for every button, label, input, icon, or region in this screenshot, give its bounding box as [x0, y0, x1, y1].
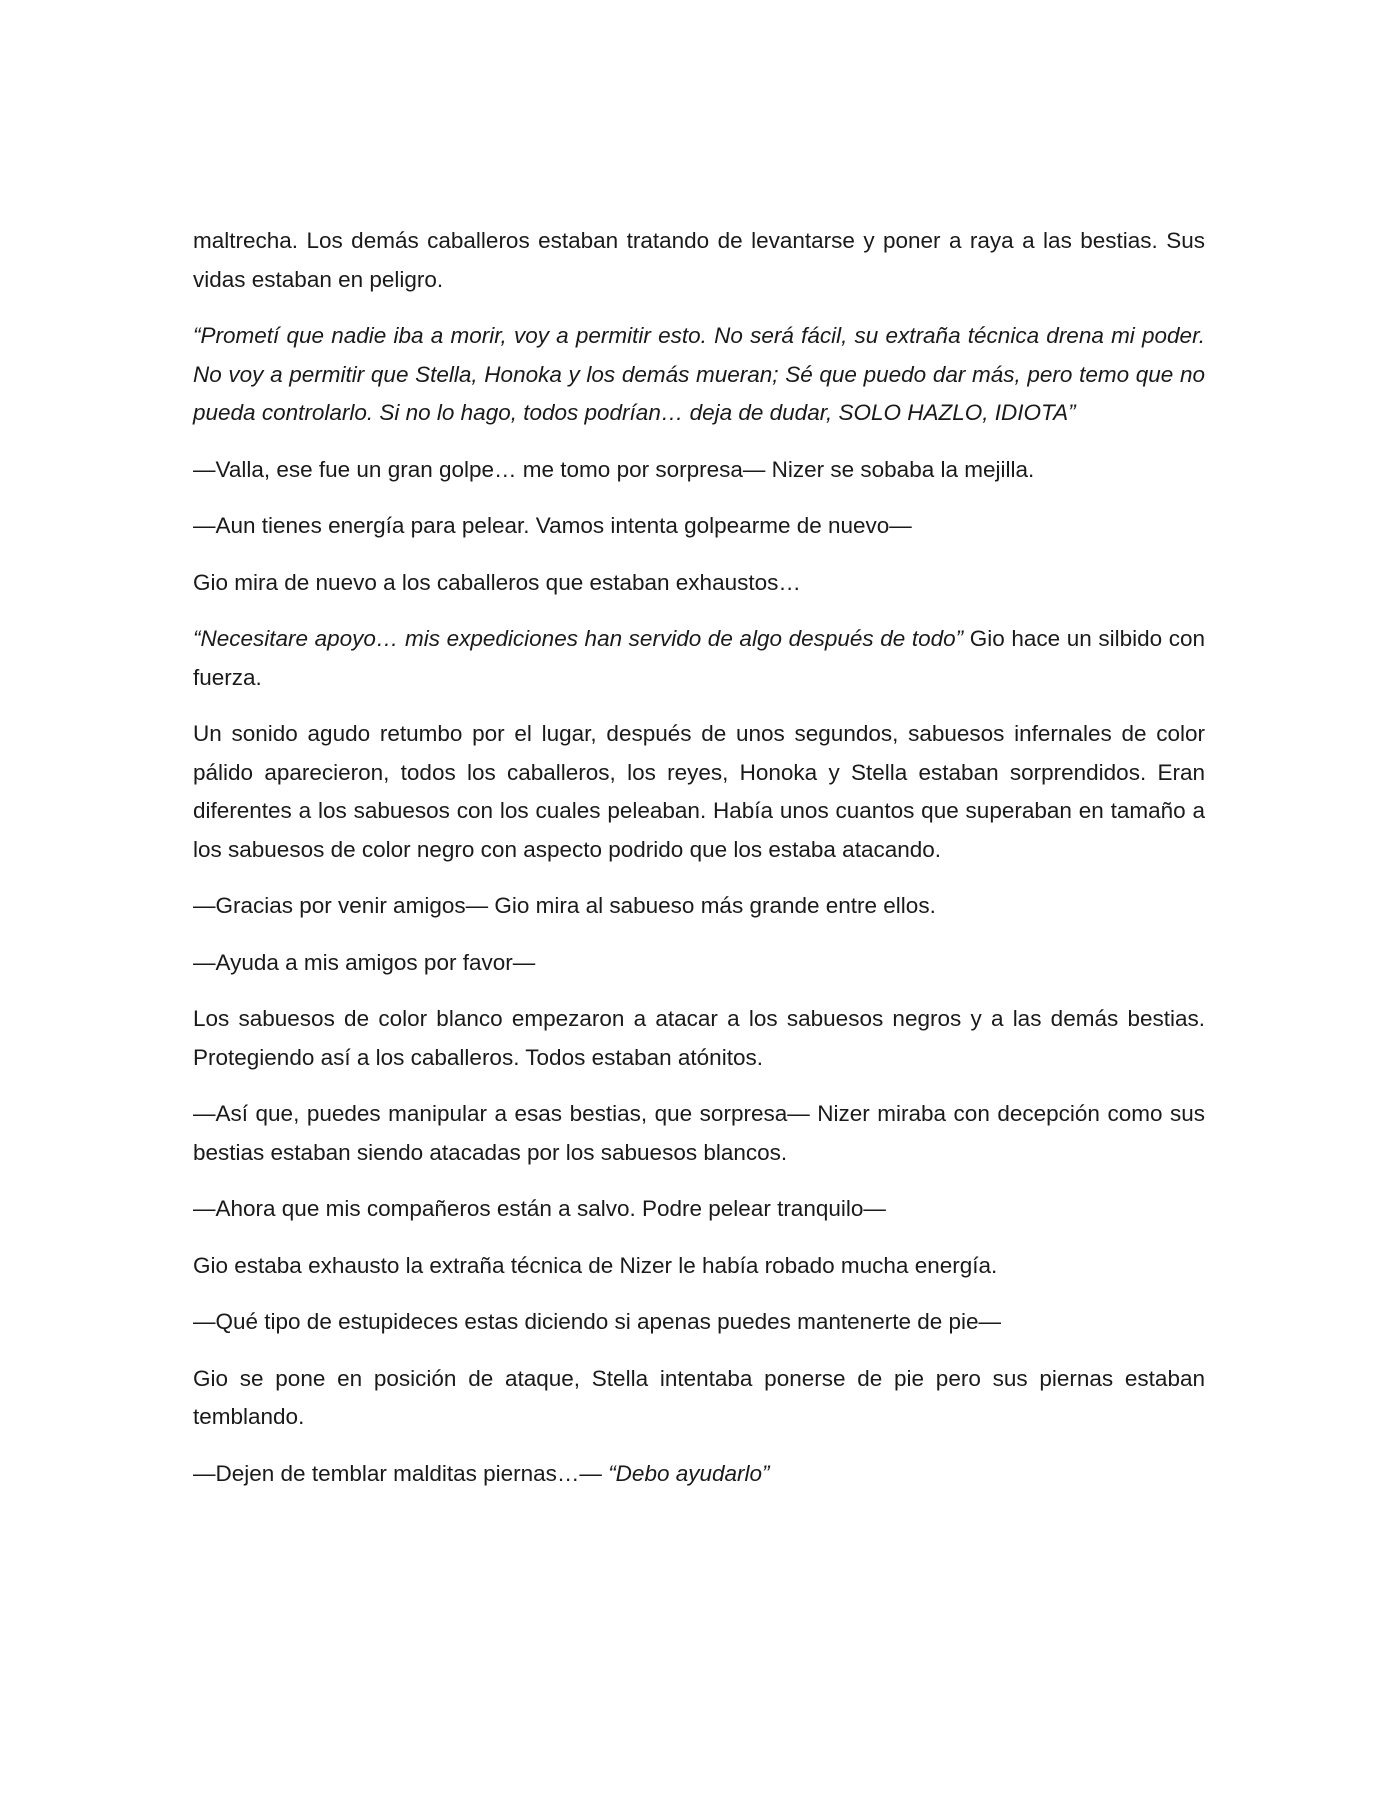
- body-text: —Valla, ese fue un gran golpe… me tomo por sorpresa— Nizer se sobaba la mejilla.: [193, 456, 1035, 482]
- paragraph: [193, 507, 1205, 546]
- paragraph: [193, 1190, 1205, 1229]
- italic-text: “Prometí que nadie iba a morir, voy a permitir esto. No será fácil, su extraña técnica drena mi poder. No voy a permitir que Stella, Honoka y los demás mueran; Sé que puedo dar más, pero temo que no pueda controlarlo. Si no lo hago, todos podrían… deja de dudar, SOLO HAZLO, IDIOTA”: [193, 323, 1205, 425]
- italic-text: “Debo ayudarlo”: [608, 1460, 770, 1486]
- body-text: Los sabuesos de color blanco empezaron a atacar a los sabuesos negros y a las demás bestias. Protegiendo así a los caballeros. Todos estaban atónitos.: [193, 1006, 1205, 1070]
- paragraph: [193, 887, 1205, 926]
- document-body: [193, 222, 1205, 1511]
- body-text: Gio mira de nuevo a los caballeros que estaban exhaustos…: [193, 569, 801, 595]
- paragraph: [193, 715, 1205, 869]
- body-text: —Ayuda a mis amigos por favor—: [193, 949, 536, 975]
- body-text: —Ahora que mis compañeros están a salvo. Podre pelear tranquilo—: [193, 1196, 886, 1221]
- paragraph: [193, 1455, 1205, 1494]
- paragraph: [193, 222, 1205, 299]
- paragraph: [193, 1360, 1205, 1437]
- body-text: Un sonido agudo retumbo por el lugar, después de unos segundos, sabuesos infernales de color pálido aparecieron, todos los caballeros, los reyes, Honoka y Stella estaban sorprendidos. Eran diferentes a los sabuesos con los cuales peleaban. Había unos cuantos que superaban en tamaño a los sabuesos de color negro con aspecto podrido que los estaba atacando.: [193, 721, 1205, 862]
- paragraph: [193, 620, 1205, 697]
- body-text: Gio se pone en posición de ataque, Stella intentaba ponerse de pie pero sus piernas estaban temblando.: [193, 1365, 1205, 1429]
- paragraph: [193, 1303, 1205, 1342]
- paragraph: [193, 944, 1205, 983]
- body-text: —Dejen de temblar malditas piernas…—: [193, 1460, 609, 1486]
- paragraph: [193, 564, 1205, 603]
- body-text: —Aun tienes energía para pelear. Vamos intenta golpearme de nuevo—: [193, 513, 912, 538]
- paragraph: [193, 317, 1205, 433]
- body-text: —Así que, puedes manipular a esas bestias, que sorpresa— Nizer miraba con decepción como sus bestias estaban siendo atacadas por los sabuesos blancos.: [193, 1101, 1205, 1165]
- paragraph: [193, 1000, 1205, 1077]
- paragraph: [193, 1095, 1205, 1172]
- body-text: —Gracias por venir amigos— Gio mira al sabueso más grande entre ellos.: [193, 893, 936, 918]
- paragraph: [193, 1247, 1205, 1286]
- body-text: maltrecha. Los demás caballeros estaban tratando de levantarse y poner a raya a las bestias. Sus vidas estaban en peligro.: [193, 228, 1205, 292]
- italic-text: “Necesitare apoyo… mis expediciones han servido de algo después de todo”: [193, 626, 964, 651]
- paragraph: [193, 451, 1205, 490]
- body-text: Gio estaba exhausto la extraña técnica de Nizer le había robado mucha energía.: [193, 1252, 998, 1278]
- body-text: —Qué tipo de estupideces estas diciendo si apenas puedes mantenerte de pie—: [193, 1309, 1002, 1334]
- body-text: Gio hace un silbido con fuerza.: [193, 626, 1206, 690]
